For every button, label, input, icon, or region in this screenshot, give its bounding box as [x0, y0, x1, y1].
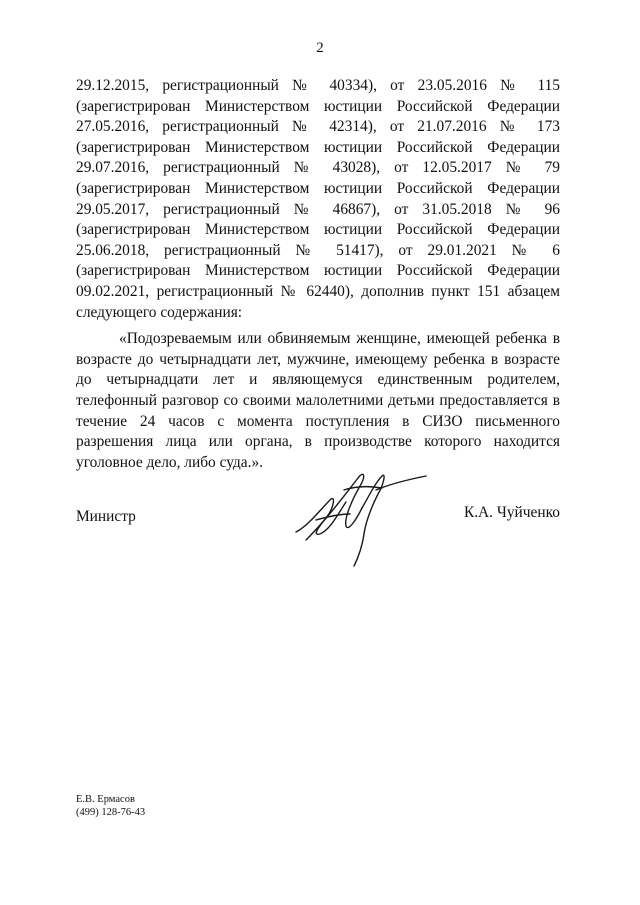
executor-name: Е.В. Ермасов	[76, 794, 135, 805]
handwritten-signature-icon	[286, 460, 436, 570]
document-body	[76, 76, 560, 473]
executor-info	[76, 793, 145, 819]
body-paragraph-amendments: 29.12.2015, регистрационный № 40334), от 23.05.2016 № 115 (зарегистрирован Министерством юстиции Российской Федерации 27.05.2016, регистрационный № 42314), от 21.07.2016 № 173 (зарегистрирован Министерством юстиции Российской Федерации 29.07.2016, регистрационный № 43028), от 12.05.2017 № 79 (зарегистрирован Министерством юстиции Российской Федерации 29.05.2017, регистрационный № 46867), от 31.05.2018 № 96 (зарегистрирован Министерством юстиции Российской Федерации 25.06.2018, регистрационный № 51417), от 29.01.2021 № 6 (зарегистрирован Министерством юстиции Российской Федерации 09.02.2021, регистрационный № 62440), дополнив пункт 151 абзацем следующего содержания:	[76, 77, 560, 321]
signatory-name: К.А. Чуйченко	[463, 504, 560, 521]
signature-block	[76, 460, 560, 580]
page-number: 2	[316, 40, 324, 56]
executor-phone: (499) 128-76-43	[76, 807, 146, 818]
body-paragraph-quoted-text: «Подозреваемым или обвиняемым женщине, имеющей ребенка в возрасте до четырнадцати лет, мужчине, имеющему ребенка в возрасте до четырнадцати лет и являющемуся единственным родителем, телефонный разговор со своими малолетними детьми предоставляется в течение 24 часов с момента поступления в СИЗО письменного разрешения лица или органа, в производстве которого находится уголовное дело, либо суда.».	[76, 330, 560, 471]
signatory-title: Министр	[76, 508, 136, 525]
